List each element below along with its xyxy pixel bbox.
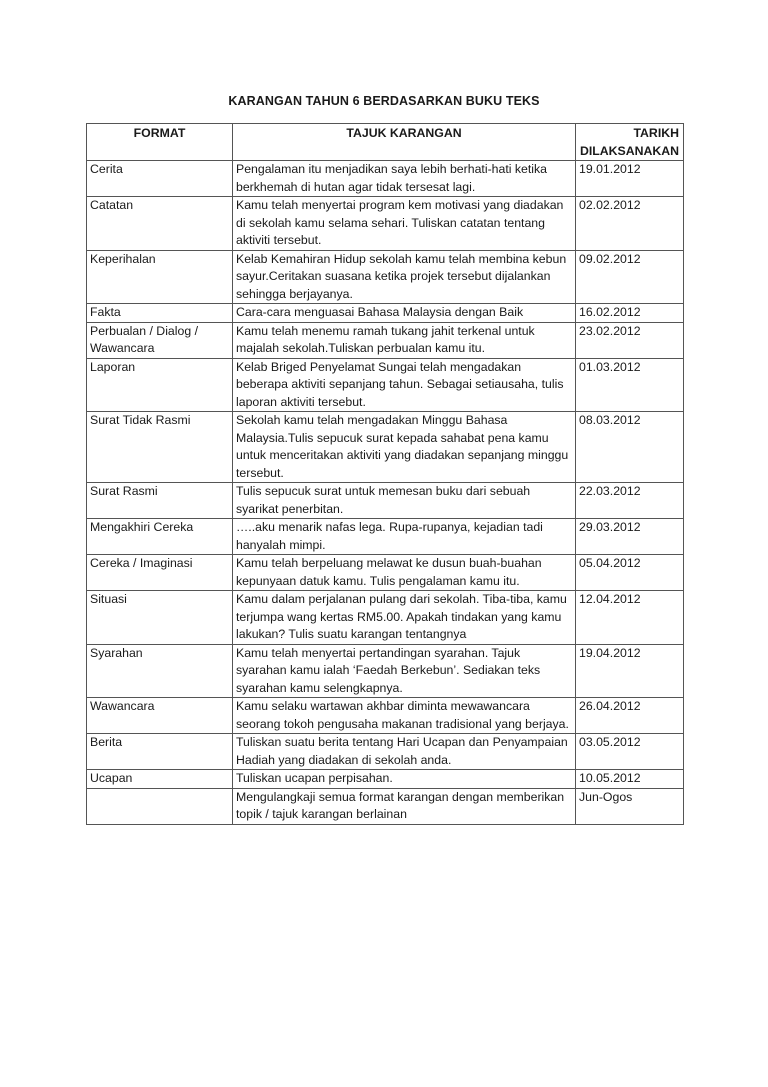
tajuk-cell: Kamu telah berpeluang melawat ke dusun buah-buahan kepunyaan datuk kamu. Tulis pengalaman kamu itu. [233, 555, 576, 591]
tajuk-cell: Kamu selaku wartawan akhbar diminta mewawancara seorang tokoh pengusaha makanan tradisional yang berjaya. [233, 698, 576, 734]
format-cell: Perbualan / Dialog / Wawancara [87, 322, 233, 358]
format-cell: Catatan [87, 197, 233, 251]
header-tarikh-line2: DILAKSANAKAN [579, 143, 679, 158]
tarikh-cell: 29.03.2012 [576, 519, 684, 555]
header-tarikh-line1: TARIKH [633, 126, 679, 140]
format-cell: Berita [87, 734, 233, 770]
tajuk-cell: Kelab Briged Penyelamat Sungai telah mengadakan beberapa aktiviti sepanjang tahun. Sebagai setiausaha, tulis laporan aktiviti tersebut. [233, 358, 576, 412]
tajuk-cell: Kamu telah menyertai program kem motivasi yang diadakan di sekolah kamu selama sehari. Tuliskan catatan tentang aktiviti tersebut. [233, 197, 576, 251]
tajuk-cell: Tuliskan suatu berita tentang Hari Ucapan dan Penyampaian Hadiah yang diadakan di sekolah anda. [233, 734, 576, 770]
header-tarikh [576, 124, 684, 161]
table-row [87, 412, 684, 483]
karangan-table [86, 123, 684, 825]
table-header-row [87, 124, 684, 161]
table-row [87, 483, 684, 519]
tajuk-cell: Sekolah kamu telah mengadakan Minggu Bahasa Malaysia.Tulis sepucuk surat kepada sahabat pena kamu untuk menceritakan aktiviti yang diadakan sepanjang minggu tersebut. [233, 412, 576, 483]
tarikh-cell: 23.02.2012 [576, 322, 684, 358]
format-cell: Surat Tidak Rasmi [87, 412, 233, 483]
table-row [87, 698, 684, 734]
format-cell [87, 788, 233, 824]
tarikh-cell: 19.01.2012 [576, 161, 684, 197]
tajuk-cell: Kamu dalam perjalanan pulang dari sekolah. Tiba-tiba, kamu terjumpa wang kertas RM5.00. Apakah tindakan yang kamu lakukan? Tulis suatu karangan tentangnya [233, 591, 576, 645]
tarikh-cell: 05.04.2012 [576, 555, 684, 591]
format-cell: Cereka / Imaginasi [87, 555, 233, 591]
tarikh-cell: 03.05.2012 [576, 734, 684, 770]
table-row [87, 788, 684, 824]
tarikh-cell: 08.03.2012 [576, 412, 684, 483]
format-cell: Keperihalan [87, 250, 233, 304]
tajuk-cell: …..aku menarik nafas lega. Rupa-rupanya, kejadian tadi hanyalah mimpi. [233, 519, 576, 555]
tarikh-cell: 12.04.2012 [576, 591, 684, 645]
table-row [87, 161, 684, 197]
table-row [87, 322, 684, 358]
table-row [87, 644, 684, 698]
tajuk-cell: Tulis sepucuk surat untuk memesan buku dari sebuah syarikat penerbitan. [233, 483, 576, 519]
tajuk-cell: Cara-cara menguasai Bahasa Malaysia dengan Baik [233, 304, 576, 323]
table-row [87, 250, 684, 304]
tarikh-cell: 19.04.2012 [576, 644, 684, 698]
format-cell: Ucapan [87, 770, 233, 789]
table-body [87, 161, 684, 825]
table-row [87, 519, 684, 555]
document-title: KARANGAN TAHUN 6 BERDASARKAN BUKU TEKS [228, 94, 540, 108]
tarikh-cell: 02.02.2012 [576, 197, 684, 251]
format-cell: Wawancara [87, 698, 233, 734]
tajuk-cell: Mengulangkaji semua format karangan dengan memberikan topik / tajuk karangan berlainan [233, 788, 576, 824]
table-row [87, 770, 684, 789]
format-cell: Mengakhiri Cereka [87, 519, 233, 555]
format-cell: Laporan [87, 358, 233, 412]
table-row [87, 734, 684, 770]
tarikh-cell: 16.02.2012 [576, 304, 684, 323]
tajuk-cell: Pengalaman itu menjadikan saya lebih berhati-hati ketika berkhemah di hutan agar tidak tersesat lagi. [233, 161, 576, 197]
header-format: FORMAT [87, 124, 233, 161]
tarikh-cell: 09.02.2012 [576, 250, 684, 304]
tarikh-cell: 01.03.2012 [576, 358, 684, 412]
format-cell: Fakta [87, 304, 233, 323]
tajuk-cell: Kamu telah menyertai pertandingan syarahan. Tajuk syarahan kamu ialah ‘Faedah Berkebun’. Sediakan teks syarahan kamu selengkapnya. [233, 644, 576, 698]
table-row [87, 591, 684, 645]
format-cell: Syarahan [87, 644, 233, 698]
tarikh-cell: 10.05.2012 [576, 770, 684, 789]
format-cell: Surat Rasmi [87, 483, 233, 519]
table-row [87, 555, 684, 591]
tajuk-cell: Kelab Kemahiran Hidup sekolah kamu telah membina kebun sayur.Ceritakan suasana ketika projek tersebut dijalankan sehingga berjayanya. [233, 250, 576, 304]
tarikh-cell: 22.03.2012 [576, 483, 684, 519]
tarikh-cell: Jun-Ogos [576, 788, 684, 824]
tajuk-cell: Kamu telah menemu ramah tukang jahit terkenal untuk majalah sekolah.Tuliskan perbualan kamu itu. [233, 322, 576, 358]
format-cell: Situasi [87, 591, 233, 645]
tajuk-cell: Tuliskan ucapan perpisahan. [233, 770, 576, 789]
tarikh-cell: 26.04.2012 [576, 698, 684, 734]
table-row [87, 197, 684, 251]
table-row [87, 304, 684, 323]
table-row [87, 358, 684, 412]
format-cell: Cerita [87, 161, 233, 197]
header-tajuk-karangan: TAJUK KARANGAN [233, 124, 576, 161]
